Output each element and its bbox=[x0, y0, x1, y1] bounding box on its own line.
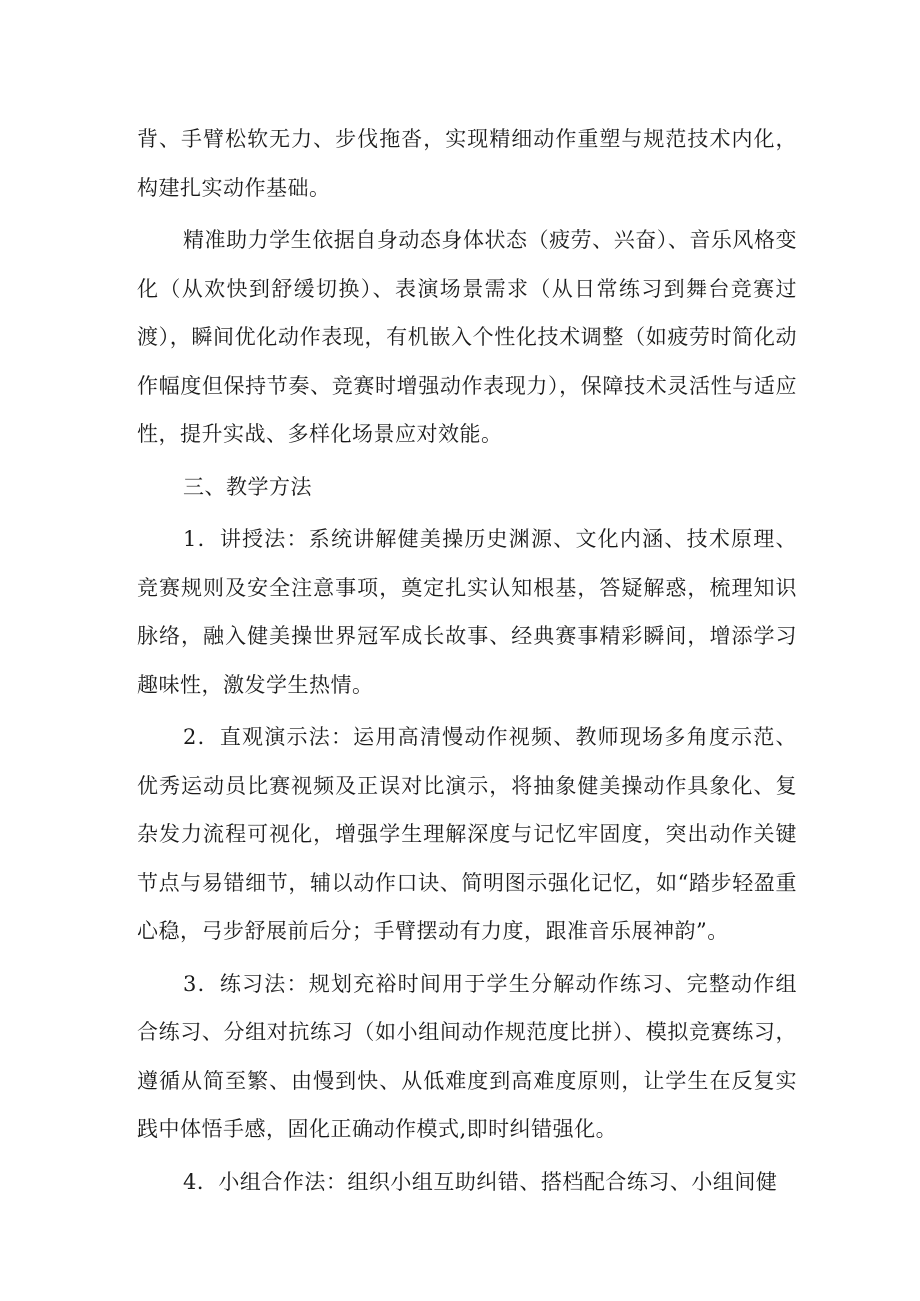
method-practice: 3．练习法：规划充裕时间用于学生分解动作练习、完整动作组合练习、分组对抗练习（如小组间动作规范度比拼）、模拟竞赛练习，遵循从简至繁、由慢到快、从低难度到高难度原则，让学生在反复实践中体悟手感，固化正确动作模式,即时纠错强化。 bbox=[137, 971, 797, 1141]
section-heading-teaching-methods: 三、教学方法 bbox=[183, 474, 312, 499]
paragraph-continuation: 背、手臂松软无力、步伐拖沓，实现精细动作重塑与规范技术内化，构建扎实动作基础。 bbox=[137, 127, 797, 200]
method-lecture: 1．讲授法：系统讲解健美操历史渊源、文化内涵、技术原理、竞赛规则及安全注意事项，奠定扎实认知根基，答疑解惑，梳理知识脉络，融入健美操世界冠军成长故事、经典赛事精彩瞬间，增添学习趣味性，激发学生热情。 bbox=[137, 527, 797, 697]
method-demonstration: 2．直观演示法：运用高清慢动作视频、教师现场多角度示范、优秀运动员比赛视频及正误对比演示，将抽象健美操动作具象化、复杂发力流程可视化，增强学生理解深度与记忆牢固度，突出动作关键节点与易错细节，辅以动作口诀、简明图示强化记忆，如“踏步轻盈重心稳，弓步舒展前后分；手臂摆动有力度，跟准音乐展神韵”。 bbox=[137, 725, 797, 943]
method-group-cooperation: 4．小组合作法：组织小组互助纠错、搭档配合练习、小组间健 bbox=[183, 1169, 778, 1194]
document-body bbox=[137, 115, 797, 1206]
paragraph-adaptive-skill: 精准助力学生依据自身动态身体状态（疲劳、兴奋）、音乐风格变化（从欢快到舒缓切换）、表演场景需求（从日常练习到舞台竞赛过渡），瞬间优化动作表现，有机嵌入个性化技术调整（如疲劳时简化动作幅度但保持节奏、竞赛时增强动作表现力），保障技术灵活性与适应性，提升实战、多样化场景应对效能。 bbox=[137, 228, 797, 446]
